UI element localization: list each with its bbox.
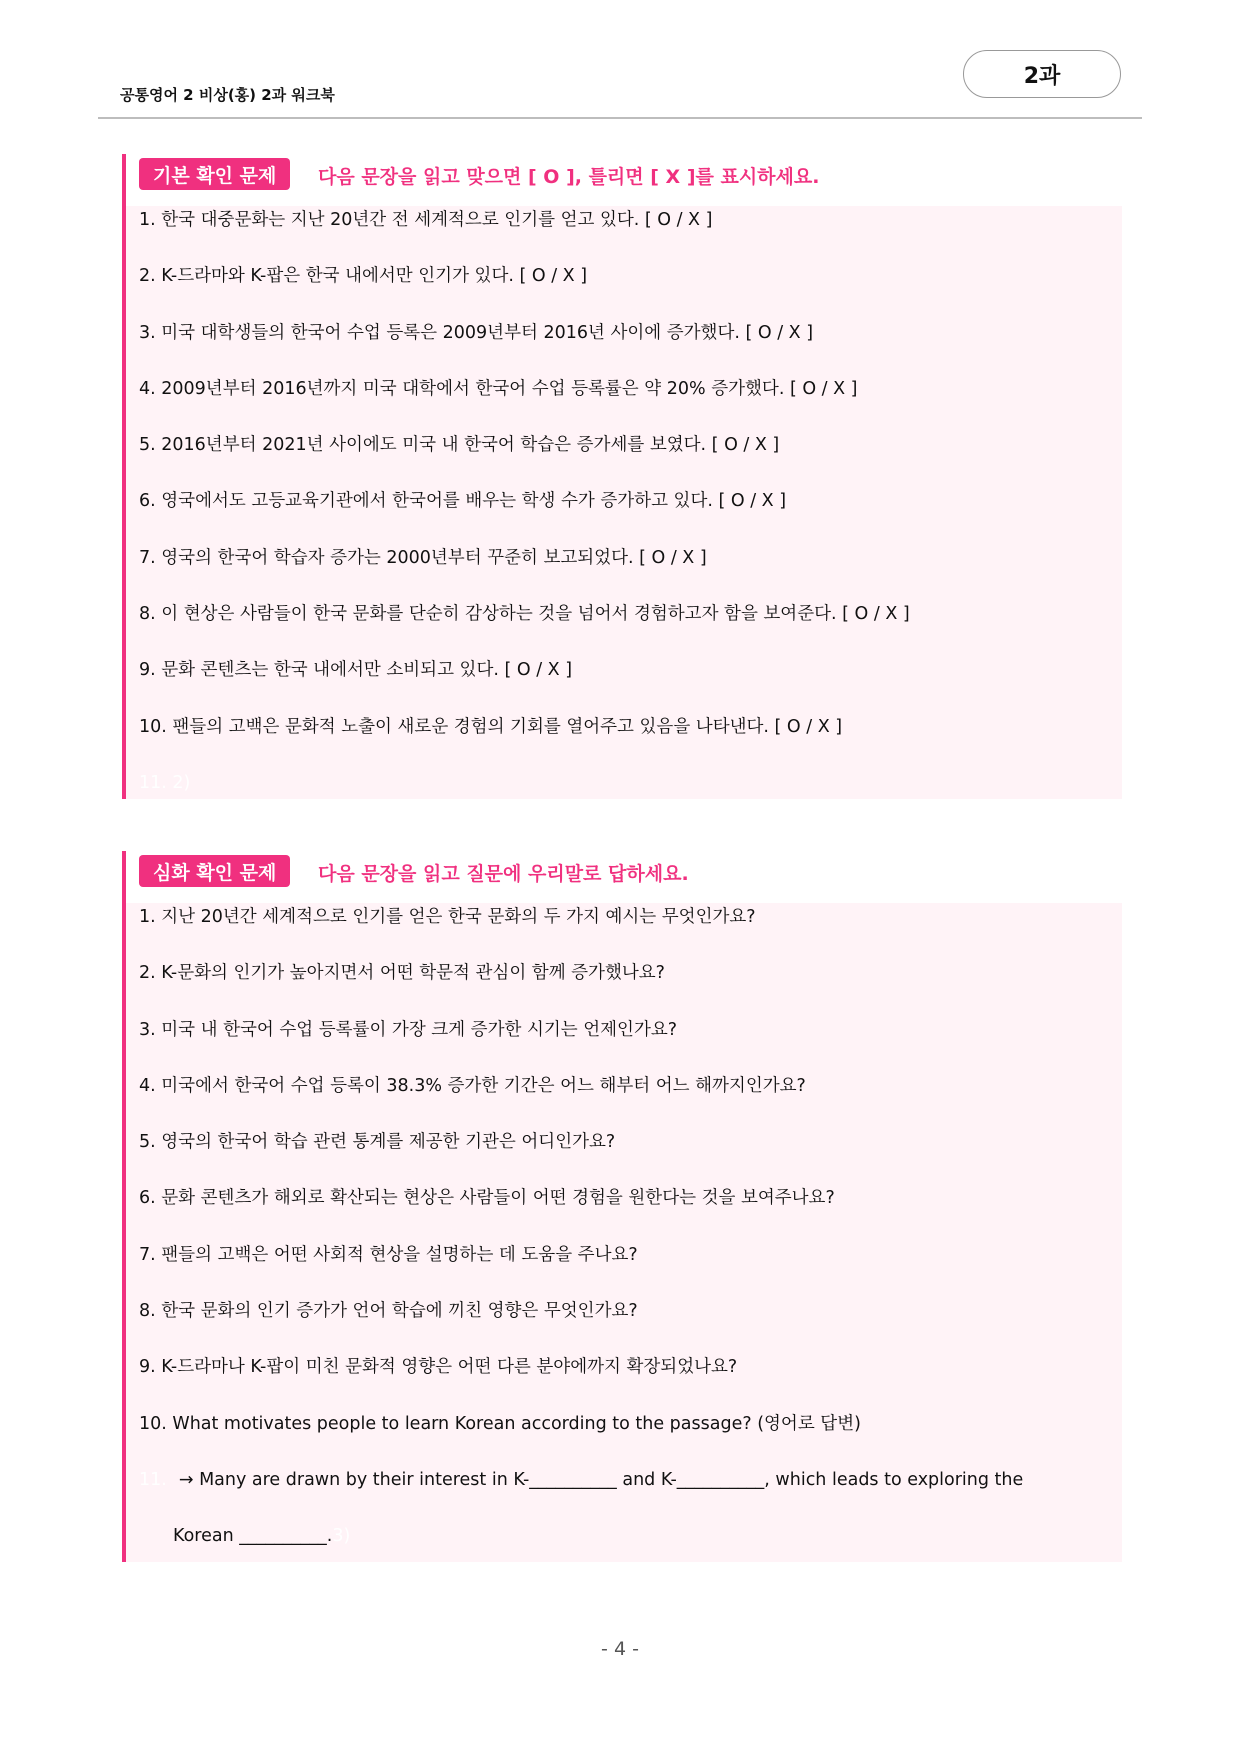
hidden-number: 11. <box>139 1469 167 1490</box>
question-item: 1. 지난 20년간 세계적으로 인기를 얻은 한국 문화의 두 가지 예시는 무엇인가요? <box>139 907 756 927</box>
question-item: 10. What motivates people to learn Korean according to the passage? (영어로 답변) <box>139 1413 861 1434</box>
question-item: 9. K-드라마나 K-팝이 미친 문화적 영향은 어떤 다른 분야에까지 확장되었나요? <box>139 1357 738 1378</box>
question-item: 4. 2009년부터 2016년까지 미국 대학에서 한국어 수업 등록률은 약 20% 증가했다. [ O / X ] <box>139 378 858 399</box>
question-item: 3. 미국 대학생들의 한국어 수업 등록은 2009년부터 2016년 사이에 증가했다. [ O / X ] <box>139 322 814 343</box>
question-list <box>126 206 1122 799</box>
section-badge: 기본 확인 문제 <box>139 158 290 190</box>
answer-text: → Many are drawn by their interest in K-__________ and K-__________, which leads to exploring the <box>178 1469 1024 1490</box>
answer-line <box>139 1466 1122 1522</box>
question-item: 4. 미국에서 한국어 수업 등록이 38.3% 증가한 기간은 어느 해부터 어느 해까지인가요? <box>139 1075 806 1096</box>
question-item: 10. 팬들의 고백은 문화적 노출이 새로운 경험의 기회를 열어주고 있음을 나타낸다. [ O / X ] <box>139 716 843 737</box>
page-number: - 4 - <box>601 1638 639 1660</box>
question-item: 2. K-드라마와 K-팝은 한국 내에서만 인기가 있다. [ O / X ] <box>139 266 588 287</box>
basic-check-section <box>122 154 1122 799</box>
question-item: 7. 영국의 한국어 학습자 증가는 2000년부터 꾸준히 보고되었다. [ O / X ] <box>139 547 707 568</box>
section-instruction: 다음 문장을 읽고 맞으면 [ O ], 틀리면 [ X ]를 표시하세요. <box>318 166 820 188</box>
hidden-marker: 3) <box>332 1526 351 1547</box>
question-item: 3. 미국 내 한국어 수업 등록률이 가장 크게 증가한 시기는 언제인가요? <box>139 1019 678 1040</box>
answer-text: Korean __________. <box>173 1526 333 1547</box>
question-item: 7. 팬들의 고백은 어떤 사회적 현상을 설명하는 데 도움을 주나요? <box>139 1244 638 1265</box>
question-item: 9. 문화 콘텐츠는 한국 내에서만 소비되고 있다. [ O / X ] <box>139 660 573 681</box>
question-item: 2. K-문화의 인기가 높아지면서 어떤 학문적 관심이 함께 증가했나요? <box>139 963 665 984</box>
header-divider <box>98 117 1142 119</box>
document-title: 공통영어 2 비상(홍) 2과 워크북 <box>120 86 335 104</box>
question-item: 5. 2016년부터 2021년 사이에도 미국 내 한국어 학습은 증가세를 보였다. [ O / X ] <box>139 435 780 456</box>
question-item: 8. 이 현상은 사람들이 한국 문화를 단순히 감상하는 것을 넘어서 경험하고자 함을 보여준다. [ O / X ] <box>139 604 910 625</box>
question-item: 8. 한국 문화의 인기 증가가 언어 학습에 끼친 영향은 무엇인가요? <box>139 1301 638 1322</box>
advanced-check-section <box>122 851 1122 1562</box>
question-item: 5. 영국의 한국어 학습 관련 통계를 제공한 기관은 어디인가요? <box>139 1132 616 1153</box>
question-item: 1. 한국 대중문화는 지난 20년간 전 세계적으로 인기를 얻고 있다. [ O / X ] <box>139 210 713 230</box>
section-badge: 심화 확인 문제 <box>139 855 290 887</box>
question-item: 6. 영국에서도 고등교육기관에서 한국어를 배우는 학생 수가 증가하고 있다. [ O / X ] <box>139 491 787 512</box>
hidden-answer-marker: 11. 2) <box>139 772 191 793</box>
question-list <box>126 903 1122 1562</box>
answer-line <box>139 1522 1122 1562</box>
lesson-badge: 2과 <box>963 50 1121 98</box>
question-item: 6. 문화 콘텐츠가 해외로 확산되는 현상은 사람들이 어떤 경험을 원한다는 것을 보여주나요? <box>139 1188 835 1209</box>
section-instruction: 다음 문장을 읽고 질문에 우리말로 답하세요. <box>318 863 689 885</box>
